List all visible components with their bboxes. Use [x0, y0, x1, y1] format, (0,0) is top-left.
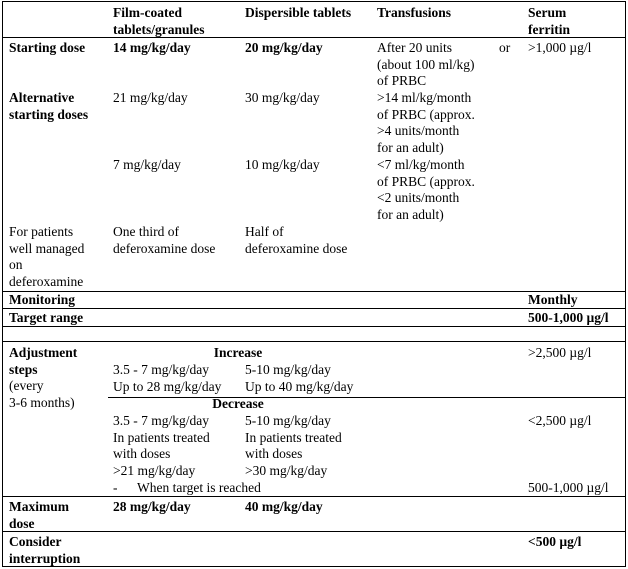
header-tablets: Film-coated tablets/granules [113, 5, 205, 37]
decrease-tablets: 3.5 - 7 mg/kg/day In patients treated with doses >21 mg/kg/day [113, 413, 210, 478]
header-transfusions: Transfusions [377, 5, 452, 20]
row-label-maximum-dose: Maximum dose [9, 499, 69, 531]
row-label-monitoring: Monitoring [9, 292, 75, 307]
rule-left [2, 1, 3, 567]
interruption-ferritin: <500 µg/l [528, 534, 582, 549]
target-range-ferritin: 500-1,000 µg/l [528, 310, 609, 325]
increase-dispersible: 5-10 mg/kg/day Up to 40 mg/kg/day [245, 362, 354, 394]
alternative-high-tablets: 21 mg/kg/day [113, 90, 188, 105]
row-label-adjustment: Adjustment steps [9, 345, 78, 377]
row-label-interruption: Consider interruption [9, 534, 81, 566]
maximum-dose-dispersible: 40 mg/kg/day [245, 499, 323, 514]
row-label-alternative: Alternative starting doses [9, 90, 89, 122]
adjustment-frequency-note: (every 3-6 months) [9, 378, 75, 410]
target-reached-note: When target is reached [137, 480, 261, 495]
maximum-dose-tablets: 28 mg/kg/day [113, 499, 191, 514]
alternative-high-dispersible: 30 mg/kg/day [245, 90, 320, 105]
header-dispersible: Dispersible tablets [245, 5, 352, 20]
starting-dose-transfusions: After 20 units (about 100 ml/kg) of PRBC [377, 40, 475, 88]
alternative-low-transfusions: <7 ml/kg/month of PRBC (approx. <2 units/month for an adult) [377, 157, 475, 222]
rule-right [625, 1, 626, 567]
decrease-ferritin: <2,500 µg/l [528, 413, 592, 428]
decrease-dispersible: 5-10 mg/kg/day In patients treated with doses >30 mg/kg/day [245, 413, 342, 478]
monitoring-ferritin: Monthly [528, 292, 578, 307]
rule-bottom [2, 566, 626, 567]
rule-interrupt-top [2, 531, 626, 532]
decrease-heading: Decrease [212, 396, 264, 411]
increase-ferritin: >2,500 µg/l [528, 345, 592, 360]
header-ferritin: Serum ferritin [528, 5, 570, 37]
alternative-low-dispersible: 10 mg/kg/day [245, 157, 320, 172]
alternative-low-tablets: 7 mg/kg/day [113, 157, 181, 172]
target-reached-dash: - [113, 480, 118, 495]
alternative-high-transfusions: >14 ml/kg/month of PRBC (approx. >4 units/month for an adult) [377, 90, 475, 155]
row-label-target-range: Target range [9, 310, 84, 325]
increase-heading: Increase [213, 345, 263, 360]
increase-tablets: 3.5 - 7 mg/kg/day Up to 28 mg/kg/day [113, 362, 222, 394]
deferoxamine-tablets: One third of deferoxamine dose [113, 224, 216, 256]
deferoxamine-dispersible: Half of deferoxamine dose [245, 224, 348, 256]
rule-adjust-top [2, 341, 626, 342]
starting-dose-dispersible: 20 mg/kg/day [245, 40, 323, 55]
starting-dose-tablets: 14 mg/kg/day [113, 40, 191, 55]
row-label-deferoxamine: For patients well managed on deferoxamine [9, 224, 85, 289]
target-reached-ferritin: 500-1,000 µg/l [528, 480, 609, 495]
row-label-starting-dose: Starting dose [9, 40, 86, 55]
starting-dose-ferritin: >1,000 µg/l [528, 40, 592, 55]
starting-dose-or: or [499, 40, 511, 55]
rule-top [2, 1, 626, 2]
